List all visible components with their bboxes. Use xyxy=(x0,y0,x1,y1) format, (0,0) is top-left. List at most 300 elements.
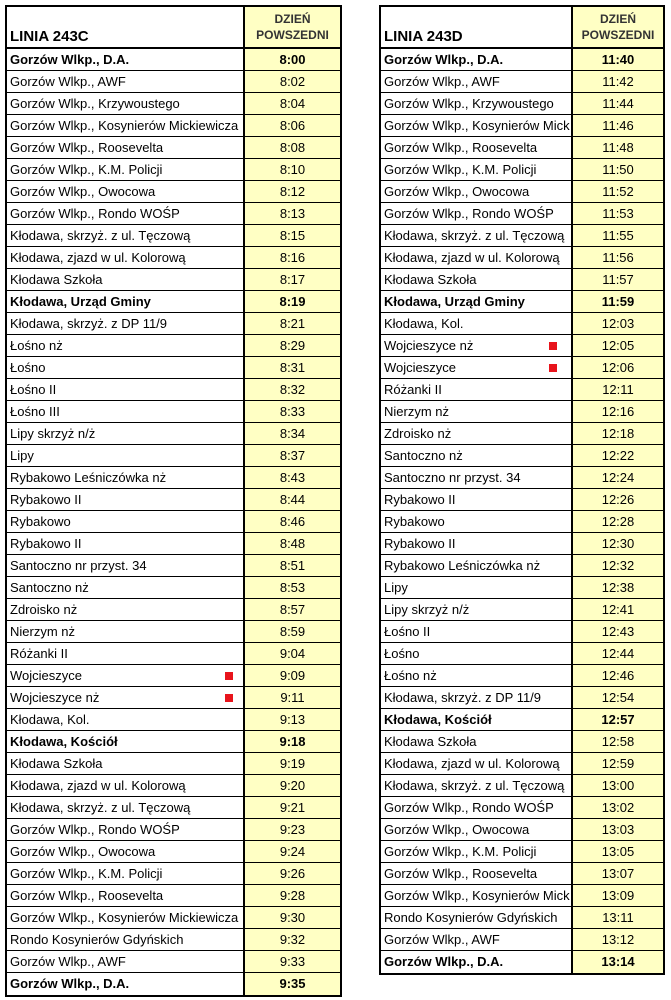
timetable-243d xyxy=(379,5,665,975)
table-row xyxy=(7,203,340,225)
stop-name xyxy=(381,555,571,576)
stop-name-text: Gorzów Wlkp., K.M. Policji xyxy=(384,844,537,859)
stop-name xyxy=(381,93,571,114)
departure-time: 12:22 xyxy=(571,445,663,466)
departure-time: 8:06 xyxy=(243,115,340,136)
departure-time: 13:11 xyxy=(571,907,663,928)
stop-name-text: Gorzów Wlkp., AWF xyxy=(384,932,500,947)
table-row xyxy=(7,599,340,621)
stop-name xyxy=(7,731,243,752)
stop-name-text: Rondo Kosynierów Gdyńskich xyxy=(384,910,558,925)
on-request-marker-icon xyxy=(225,694,233,702)
departure-time: 12:32 xyxy=(571,555,663,576)
stop-name xyxy=(7,885,243,906)
stop-name xyxy=(7,71,243,92)
table-row xyxy=(381,137,663,159)
stop-name xyxy=(381,687,571,708)
stop-name-text: Łośno xyxy=(384,646,420,661)
table-row xyxy=(381,93,663,115)
stop-name xyxy=(7,907,243,928)
stop-name-text: Wojcieszyce xyxy=(384,360,457,375)
day-header-line-1: DZIEŃ xyxy=(600,12,636,26)
table-row xyxy=(7,115,340,137)
table-row xyxy=(381,269,663,291)
stop-name xyxy=(7,555,243,576)
stop-name xyxy=(381,599,571,620)
stop-name-text: Nierzym nż xyxy=(10,624,76,639)
stop-name-text: Gorzów Wlkp., Kosynierów Mickiewicza xyxy=(10,910,239,925)
table-row xyxy=(7,159,340,181)
stop-name-text: Gorzów Wlkp., K.M. Policji xyxy=(384,162,537,177)
stop-name xyxy=(381,885,571,906)
departure-time: 8:12 xyxy=(243,181,340,202)
day-type-header xyxy=(243,7,340,47)
rows-243c xyxy=(7,49,340,995)
table-row xyxy=(7,511,340,533)
table-row xyxy=(381,225,663,247)
departure-time: 11:56 xyxy=(571,247,663,268)
stop-name-text: Gorzów Wlkp., D.A. xyxy=(384,954,504,969)
stop-name xyxy=(7,687,243,708)
table-row xyxy=(7,973,340,995)
stop-name xyxy=(7,665,243,686)
stop-name-text: Kłodawa Szkoła xyxy=(384,734,477,749)
stop-name xyxy=(7,49,243,70)
departure-time: 11:40 xyxy=(571,49,663,70)
table-row xyxy=(7,313,340,335)
stop-name xyxy=(381,357,571,378)
stop-name-text: Kłodawa, skrzyż. z DP 11/9 xyxy=(384,690,542,705)
stop-name xyxy=(7,577,243,598)
table-row xyxy=(7,665,340,687)
stop-name-text: Gorzów Wlkp., AWF xyxy=(10,954,126,969)
table-row xyxy=(381,863,663,885)
stop-name-text: Kłodawa, zjazd w ul. Kolorową xyxy=(10,250,186,265)
stop-name xyxy=(381,643,571,664)
table-row xyxy=(7,225,340,247)
stop-name xyxy=(381,775,571,796)
stop-name xyxy=(7,137,243,158)
departure-time: 8:57 xyxy=(243,599,340,620)
stop-name xyxy=(7,973,243,995)
stop-name xyxy=(7,93,243,114)
departure-time: 13:14 xyxy=(571,951,663,973)
table-row xyxy=(381,621,663,643)
table-row xyxy=(7,841,340,863)
table-row xyxy=(7,379,340,401)
stop-name-text: Łośno nż xyxy=(10,338,63,353)
stop-name-text: Gorzów Wlkp., Roosevelta xyxy=(10,888,164,903)
departure-time: 8:13 xyxy=(243,203,340,224)
stop-name-text: Różanki II xyxy=(10,646,68,661)
stop-name xyxy=(381,379,571,400)
stop-name-text: Kłodawa, skrzyż. z ul. Tęczową xyxy=(10,228,191,243)
stop-name-text: Łośno II xyxy=(10,382,57,397)
stop-name xyxy=(381,467,571,488)
stop-name-text: Gorzów Wlkp., Kosynierów Mick xyxy=(384,888,570,903)
stop-name-text: Gorzów Wlkp., Owocowa xyxy=(10,844,156,859)
departure-time: 8:17 xyxy=(243,269,340,290)
table-row xyxy=(7,181,340,203)
departure-time: 8:08 xyxy=(243,137,340,158)
departure-time: 12:16 xyxy=(571,401,663,422)
day-header-line-1: DZIEŃ xyxy=(274,12,311,26)
departure-time: 12:46 xyxy=(571,665,663,686)
departure-time: 8:29 xyxy=(243,335,340,356)
departure-time: 12:38 xyxy=(571,577,663,598)
departure-time: 8:44 xyxy=(243,489,340,510)
departure-time: 9:33 xyxy=(243,951,340,972)
stop-name-text: Nierzym nż xyxy=(384,404,450,419)
stop-name-text: Kłodawa, zjazd w ul. Kolorową xyxy=(384,756,560,771)
stop-name-text: Gorzów Wlkp., K.M. Policji xyxy=(10,866,163,881)
stop-name xyxy=(381,665,571,686)
stop-name xyxy=(381,819,571,840)
stop-name xyxy=(381,797,571,818)
table-row xyxy=(7,643,340,665)
departure-time: 8:59 xyxy=(243,621,340,642)
stop-name-text: Rybakowo II xyxy=(384,536,456,551)
stop-name xyxy=(7,423,243,444)
stop-name xyxy=(381,225,571,246)
departure-time: 8:53 xyxy=(243,577,340,598)
stop-name-text: Gorzów Wlkp., AWF xyxy=(384,74,500,89)
departure-time: 8:04 xyxy=(243,93,340,114)
stop-name-text: Santoczno nż xyxy=(384,448,463,463)
stop-name-text: Lipy skrzyż n/ż xyxy=(384,602,470,617)
stop-name xyxy=(7,115,243,136)
line-name: LINIA 243D xyxy=(384,28,463,45)
table-row xyxy=(7,401,340,423)
table-row xyxy=(381,181,663,203)
table-row xyxy=(7,731,340,753)
departure-time: 9:35 xyxy=(243,973,340,995)
stop-name-text: Rybakowo Leśniczówka nż xyxy=(384,558,541,573)
departure-time: 11:59 xyxy=(571,291,663,312)
departure-time: 12:26 xyxy=(571,489,663,510)
table-row xyxy=(7,93,340,115)
table-row xyxy=(381,665,663,687)
departure-time: 12:06 xyxy=(571,357,663,378)
departure-time: 12:05 xyxy=(571,335,663,356)
departure-time: 8:21 xyxy=(243,313,340,334)
stop-name-text: Łośno III xyxy=(10,404,60,419)
departure-time: 9:21 xyxy=(243,797,340,818)
table-row xyxy=(7,335,340,357)
departure-time: 8:10 xyxy=(243,159,340,180)
table-header xyxy=(381,7,663,49)
stop-name xyxy=(381,291,571,312)
table-row xyxy=(7,137,340,159)
table-row xyxy=(381,49,663,71)
table-row xyxy=(381,929,663,951)
stop-name-text: Kłodawa, Kościół xyxy=(10,734,118,749)
stop-name xyxy=(7,533,243,554)
departure-time: 9:24 xyxy=(243,841,340,862)
table-row xyxy=(381,907,663,929)
stop-name xyxy=(381,203,571,224)
table-row xyxy=(7,951,340,973)
stop-name xyxy=(381,49,571,70)
stop-name xyxy=(381,137,571,158)
stop-name-text: Rondo Kosynierów Gdyńskich xyxy=(10,932,184,947)
stop-name xyxy=(381,951,571,973)
stop-name-text: Santoczno nr przyst. 34 xyxy=(384,470,521,485)
stop-name xyxy=(7,335,243,356)
stop-name-text: Kłodawa Szkoła xyxy=(10,272,103,287)
stop-name xyxy=(381,181,571,202)
stop-name-text: Kłodawa, Urząd Gminy xyxy=(384,294,525,309)
day-header-line-2: POWSZEDNI xyxy=(256,28,329,42)
stop-name-text: Gorzów Wlkp., Roosevelta xyxy=(10,140,164,155)
departure-time: 11:46 xyxy=(571,115,663,136)
stop-name xyxy=(7,819,243,840)
table-row xyxy=(381,885,663,907)
departure-time: 11:57 xyxy=(571,269,663,290)
stop-name-text: Kłodawa Szkoła xyxy=(384,272,477,287)
stop-name xyxy=(381,401,571,422)
stop-name xyxy=(7,159,243,180)
stop-name-text: Gorzów Wlkp., Rondo WOŚP xyxy=(10,206,180,221)
departure-time: 11:53 xyxy=(571,203,663,224)
table-row xyxy=(7,577,340,599)
departure-time: 13:12 xyxy=(571,929,663,950)
stop-name xyxy=(7,467,243,488)
stop-name xyxy=(381,269,571,290)
stop-name xyxy=(7,489,243,510)
departure-time: 9:28 xyxy=(243,885,340,906)
departure-time: 9:04 xyxy=(243,643,340,664)
stop-name-text: Łośno xyxy=(10,360,46,375)
departure-time: 12:41 xyxy=(571,599,663,620)
table-row xyxy=(381,313,663,335)
departure-time: 12:57 xyxy=(571,709,663,730)
stop-name-text: Łośno nż xyxy=(384,668,437,683)
table-row xyxy=(381,423,663,445)
table-row xyxy=(7,775,340,797)
table-row xyxy=(7,797,340,819)
stop-name-text: Gorzów Wlkp., Owocowa xyxy=(10,184,156,199)
table-row xyxy=(381,115,663,137)
departure-time: 11:52 xyxy=(571,181,663,202)
stop-name xyxy=(7,181,243,202)
departure-time: 8:51 xyxy=(243,555,340,576)
table-row xyxy=(381,467,663,489)
table-row xyxy=(7,533,340,555)
table-row xyxy=(7,621,340,643)
departure-time: 12:24 xyxy=(571,467,663,488)
stop-name-text: Gorzów Wlkp., Rondo WOŚP xyxy=(10,822,180,837)
table-row xyxy=(381,577,663,599)
stop-name xyxy=(7,357,243,378)
stop-name-text: Kłodawa, zjazd w ul. Kolorową xyxy=(10,778,186,793)
stop-name-text: Lipy xyxy=(10,448,34,463)
stop-name-text: Gorzów Wlkp., K.M. Policji xyxy=(10,162,163,177)
departure-time: 8:02 xyxy=(243,71,340,92)
stop-name-text: Kłodawa, Kościół xyxy=(384,712,492,727)
stop-name xyxy=(381,115,571,136)
stop-name xyxy=(381,71,571,92)
table-row xyxy=(381,71,663,93)
stop-name xyxy=(7,445,243,466)
stop-name-text: Rybakowo II xyxy=(10,492,82,507)
stop-name-text: Kłodawa, Urząd Gminy xyxy=(10,294,151,309)
departure-time: 8:33 xyxy=(243,401,340,422)
table-row xyxy=(7,885,340,907)
departure-time: 9:20 xyxy=(243,775,340,796)
stop-name xyxy=(7,203,243,224)
stop-name-text: Gorzów Wlkp., D.A. xyxy=(10,976,130,991)
stop-name-text: Wojcieszyce nż xyxy=(10,690,100,705)
stop-name-text: Wojcieszyce nż xyxy=(384,338,474,353)
table-row xyxy=(381,247,663,269)
day-type-header xyxy=(571,7,663,47)
stop-name-text: Santoczno nż xyxy=(10,580,89,595)
stop-name-text: Wojcieszyce xyxy=(10,668,83,683)
stop-name xyxy=(381,577,571,598)
stop-name xyxy=(381,313,571,334)
stop-name-text: Gorzów Wlkp., D.A. xyxy=(10,52,130,67)
departure-time: 13:09 xyxy=(571,885,663,906)
departure-time: 13:00 xyxy=(571,775,663,796)
stop-name-text: Kłodawa Szkoła xyxy=(10,756,103,771)
table-row xyxy=(7,247,340,269)
table-row xyxy=(7,423,340,445)
departure-time: 9:30 xyxy=(243,907,340,928)
stop-name xyxy=(7,379,243,400)
stop-name-text: Kłodawa, skrzyż. z ul. Tęczową xyxy=(10,800,191,815)
table-row xyxy=(381,819,663,841)
departure-time: 9:09 xyxy=(243,665,340,686)
departure-time: 8:34 xyxy=(243,423,340,444)
stop-name-text: Gorzów Wlkp., AWF xyxy=(10,74,126,89)
table-row xyxy=(381,401,663,423)
departure-time: 12:44 xyxy=(571,643,663,664)
stop-name xyxy=(381,489,571,510)
stop-name-text: Rybakowo Leśniczówka nż xyxy=(10,470,167,485)
departure-time: 8:19 xyxy=(243,291,340,312)
stop-name xyxy=(381,621,571,642)
departure-time: 9:26 xyxy=(243,863,340,884)
stop-name xyxy=(7,269,243,290)
stop-name-text: Rybakowo II xyxy=(384,492,456,507)
table-row xyxy=(7,687,340,709)
stop-name-text: Gorzów Wlkp., D.A. xyxy=(384,52,504,67)
departure-time: 12:58 xyxy=(571,731,663,752)
stop-name-text: Kłodawa, skrzyż. z ul. Tęczową xyxy=(384,228,565,243)
table-row xyxy=(7,357,340,379)
stop-name xyxy=(7,797,243,818)
stop-name-text: Gorzów Wlkp., Roosevelta xyxy=(384,866,538,881)
stop-name xyxy=(7,247,243,268)
stop-name-text: Kłodawa, zjazd w ul. Kolorową xyxy=(384,250,560,265)
stop-name-text: Zdroisko nż xyxy=(384,426,452,441)
stop-name xyxy=(381,929,571,950)
stop-name xyxy=(381,709,571,730)
departure-time: 11:48 xyxy=(571,137,663,158)
table-row xyxy=(7,555,340,577)
table-row xyxy=(381,511,663,533)
departure-time: 12:03 xyxy=(571,313,663,334)
stop-name-text: Kłodawa, Kol. xyxy=(10,712,90,727)
departure-time: 8:48 xyxy=(243,533,340,554)
departure-time: 8:00 xyxy=(243,49,340,70)
table-row xyxy=(7,269,340,291)
departure-time: 12:43 xyxy=(571,621,663,642)
timetable-243c xyxy=(5,5,342,997)
departure-time: 11:50 xyxy=(571,159,663,180)
table-row xyxy=(7,71,340,93)
departure-time: 12:18 xyxy=(571,423,663,444)
table-header xyxy=(7,7,340,49)
table-row xyxy=(7,709,340,731)
stop-name xyxy=(7,401,243,422)
stop-name xyxy=(7,775,243,796)
table-row xyxy=(381,841,663,863)
table-row xyxy=(7,49,340,71)
stop-name-text: Zdroisko nż xyxy=(10,602,78,617)
stop-name xyxy=(7,225,243,246)
table-row xyxy=(381,643,663,665)
table-row xyxy=(381,379,663,401)
stop-name xyxy=(381,423,571,444)
stop-name xyxy=(7,753,243,774)
stop-name xyxy=(7,599,243,620)
table-row xyxy=(381,731,663,753)
table-row xyxy=(381,533,663,555)
table-row xyxy=(381,555,663,577)
stop-name-text: Kłodawa, Kol. xyxy=(384,316,464,331)
departure-time: 8:16 xyxy=(243,247,340,268)
departure-time: 9:11 xyxy=(243,687,340,708)
stop-name-text: Gorzów Wlkp., Krzywoustego xyxy=(384,96,554,111)
stop-name xyxy=(381,159,571,180)
stop-name-text: Rybakowo II xyxy=(10,536,82,551)
table-row xyxy=(381,203,663,225)
table-row xyxy=(7,907,340,929)
rows-243d xyxy=(381,49,663,973)
table-row xyxy=(7,863,340,885)
departure-time: 9:18 xyxy=(243,731,340,752)
stop-name-text: Gorzów Wlkp., Rondo WOŚP xyxy=(384,800,554,815)
stop-name xyxy=(381,335,571,356)
on-request-marker-icon xyxy=(549,364,557,372)
table-row xyxy=(381,489,663,511)
departure-time: 12:54 xyxy=(571,687,663,708)
table-row xyxy=(7,819,340,841)
departure-time: 8:15 xyxy=(243,225,340,246)
on-request-marker-icon xyxy=(549,342,557,350)
stop-name xyxy=(7,621,243,642)
table-row xyxy=(381,291,663,313)
stop-name-text: Gorzów Wlkp., Kosynierów Mick xyxy=(384,118,570,133)
stop-name-text: Gorzów Wlkp., Kosynierów Mickiewicza xyxy=(10,118,239,133)
departure-time: 12:28 xyxy=(571,511,663,532)
departure-time: 9:32 xyxy=(243,929,340,950)
on-request-marker-icon xyxy=(225,672,233,680)
table-row xyxy=(381,775,663,797)
stop-name-text: Rybakowo xyxy=(10,514,71,529)
table-row xyxy=(381,335,663,357)
departure-time: 8:37 xyxy=(243,445,340,466)
stop-name-text: Łośno II xyxy=(384,624,431,639)
departure-time: 8:43 xyxy=(243,467,340,488)
departure-time: 9:23 xyxy=(243,819,340,840)
stop-name xyxy=(7,841,243,862)
stop-name xyxy=(381,863,571,884)
table-row xyxy=(381,599,663,621)
stop-name xyxy=(7,511,243,532)
